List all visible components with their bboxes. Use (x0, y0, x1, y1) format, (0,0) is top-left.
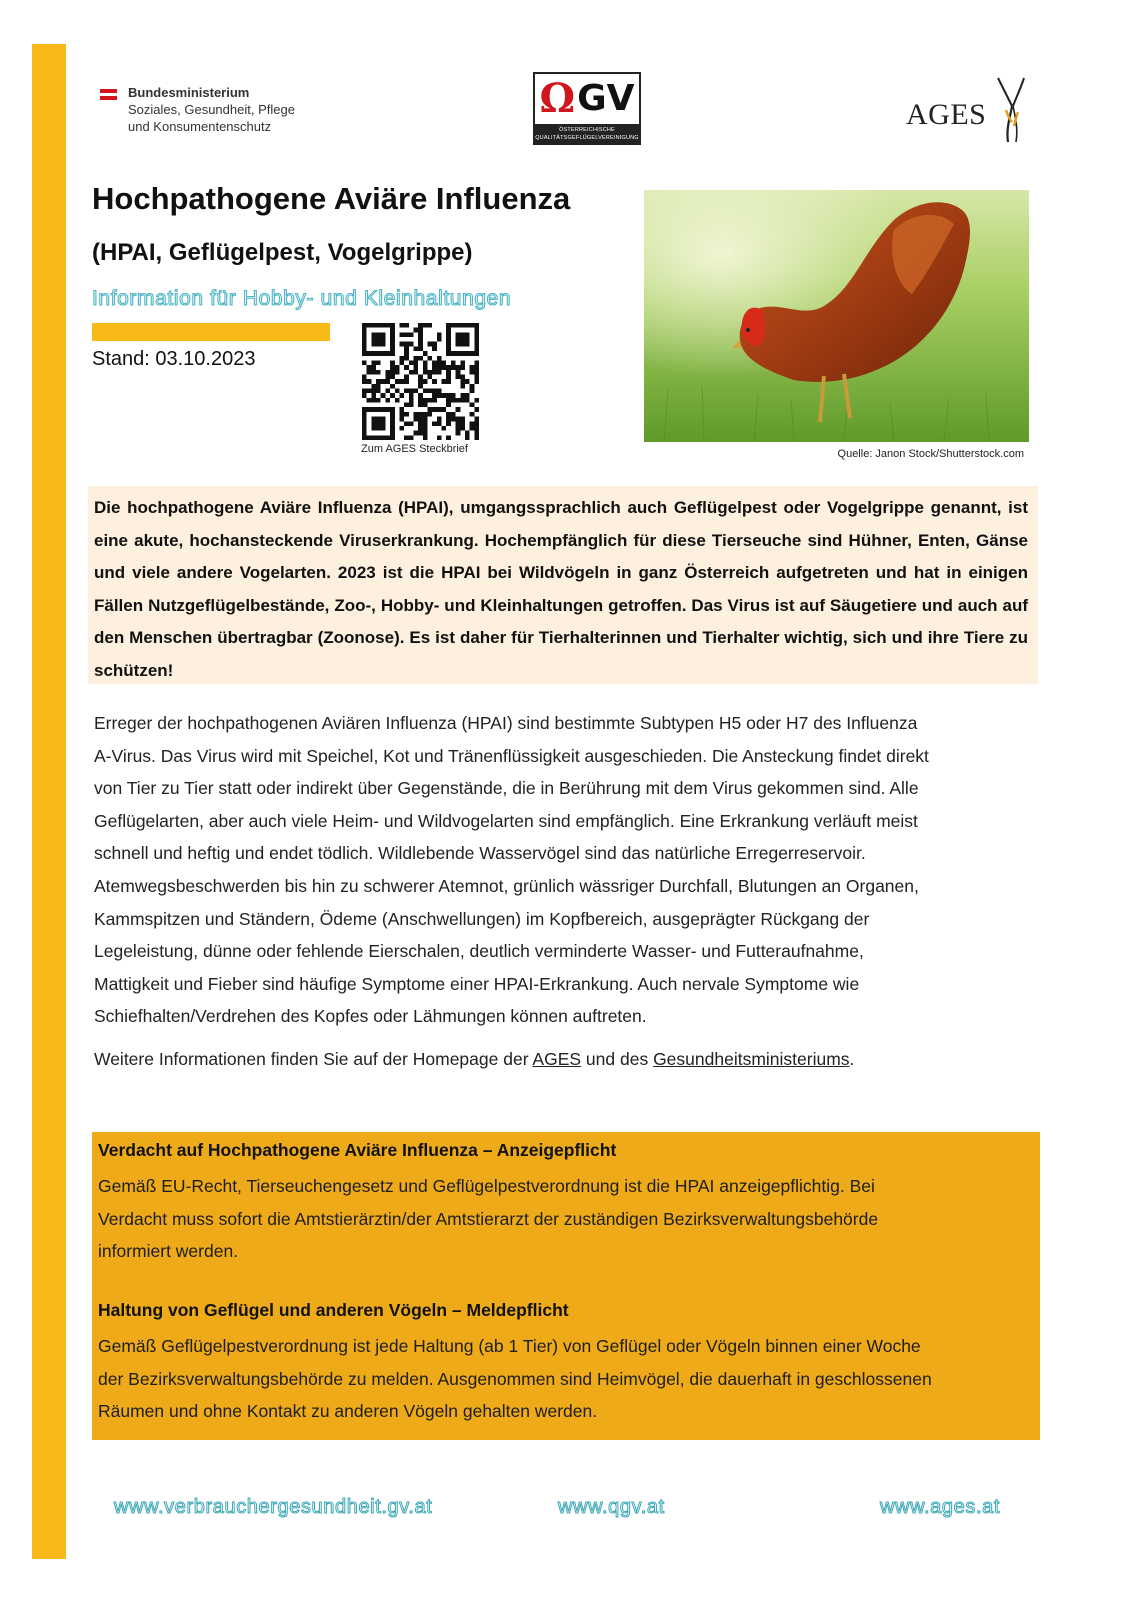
notice-box (92, 1132, 1040, 1440)
notice-line: Räumen und ohne Kontakt zu anderen Vögeln gehalten werden. (98, 1401, 598, 1422)
body-line: Mattigkeit und Fieber sind häufige Symptome einer HPAI-Erkrankung. Auch nervale Symptome wie (94, 973, 860, 994)
qr-code-icon[interactable] (362, 323, 479, 440)
body-line: Erreger der hochpathogenen Aviären Influenza (HPAI) sind bestimmte Subtypen H5 oder H7 des Influenza (94, 713, 918, 733)
footer-link-qgv[interactable]: www.qgv.at (558, 1496, 665, 1518)
ministry-link[interactable]: Gesundheitsministeriums (653, 1049, 850, 1069)
qgv-tagline-line2: QUALITÄTSGEFLÜGELVEREINIGUNG (535, 135, 639, 141)
notice-line: Verdacht muss sofort die Amtstierärztin/der Amtstierarzt der zuständigen Bezirksverwaltungsbehörde (98, 1208, 879, 1229)
notice-line: informiert werden. (98, 1241, 239, 1262)
audience-line: Information für Hobby- und Kleinhaltungen (92, 287, 512, 310)
ministry-name-line1: Bundesministerium (128, 85, 250, 100)
ages-logo (906, 76, 1036, 146)
notice-heading-anzeigepflicht: Verdacht auf Hochpathogene Aviäre Influenza – Anzeigepflicht (98, 1140, 617, 1160)
left-accent-bar (32, 44, 66, 1559)
body-line: Geflügelarten, aber auch viele Heim- und Wildvogelarten sind empfänglich. Eine Erkrankung verläuft meist (94, 810, 918, 831)
page-title: Hochpathogene Aviäre Influenza (92, 181, 571, 216)
more-info-line (94, 1049, 1034, 1070)
qgv-logo-mark: Ω (539, 75, 576, 122)
photo-caption: Quelle: Janon Stock/Shutterstock.com (837, 448, 1024, 460)
body-line: Schiefhalten/Verdrehen des Kopfes oder Lähmungen können auftreten. (94, 1006, 647, 1027)
notice-line: Gemäß EU-Recht, Tierseuchengesetz und Geflügelpestverordnung ist die HPAI anzeigepflichtig. Bei (98, 1176, 875, 1196)
qgv-logo (533, 72, 641, 145)
ages-logo-word: AGES (906, 98, 987, 131)
hen-photo (644, 190, 1029, 442)
title-rule (92, 323, 330, 341)
intro-paragraph: Die hochpathogene Aviäre Influenza (HPAI), umgangssprachlich auch Geflügelpest oder Vogelgrippe genannt, ist eine akute, hochansteckende Viruserkrankung. Hochempfänglich für diese Tierseuche sind Hühner, Enten, Gänse und viele andere Vogelarten. 2023 ist die HPAI bei Wildvögeln in ganz Österreich aufgetreten und hat in einigen Fällen Nutzgeflügelbestände, Zoo-, Hobby- und Kleinhaltungen getroffen. Das Virus ist auf Säugetiere und auch auf den Menschen übertragbar (Zoonose). Es ist daher für Tierhalterinnen und Tierhalter wichtig, sich und ihre Tiere zu schützen! (88, 486, 1038, 684)
page-subtitle: (HPAI, Geflügelpest, Vogelgrippe) (92, 239, 473, 266)
ages-figure-icon (994, 76, 1034, 146)
more-info-prefix: Weitere Informationen finden Sie auf der Homepage der (94, 1049, 533, 1069)
notice-line: der Bezirksverwaltungsbehörde zu melden. Ausgenommen sind Heimvögel, die dauerhaft in geschlossenen (98, 1368, 932, 1389)
footer-link-ages[interactable]: www.ages.at (880, 1496, 1000, 1518)
qgv-tagline-line1: ÖSTERREICHISCHE (559, 127, 615, 133)
austria-flag-icon (100, 89, 117, 100)
footer-link-verbrauchergesundheit[interactable]: www.verbrauchergesundheit.gv.at (114, 1496, 433, 1518)
notice-line: Gemäß Geflügelpestverordnung ist jede Haltung (ab 1 Tier) von Geflügel oder Vögeln binnen einer Woche (98, 1336, 921, 1356)
qr-caption: Zum AGES Steckbrief (361, 443, 468, 455)
body-line: Kammspitzen und Ständern, Ödeme (Anschwellungen) im Kopfbereich, ausgeprägter Rückgang der (94, 908, 870, 929)
notice-text-anzeigepflicht (98, 1170, 1028, 1268)
ages-link[interactable]: AGES (532, 1049, 582, 1069)
body-paragraph (94, 707, 1034, 1033)
stand-date: Stand: 03.10.2023 (92, 348, 256, 370)
ministry-name-line2: Soziales, Gesundheit, Pflege (128, 102, 295, 117)
more-info-middle: und des (581, 1049, 654, 1069)
notice-text-meldepflicht (98, 1330, 1028, 1428)
body-line: schnell und heftig und endet tödlich. Wildlebende Wasservögel sind das natürliche Erregerreservoir. (94, 843, 866, 864)
body-line: von Tier zu Tier statt oder indirekt über Gegenstände, die in Berührung mit dem Virus gekommen sind. Alle (94, 778, 919, 799)
body-line: A-Virus. Das Virus wird mit Speichel, Kot und Tränenflüssigkeit ausgeschieden. Die Ansteckung findet direkt (94, 745, 929, 766)
ministry-name-line3: und Konsumentenschutz (128, 119, 272, 134)
qgv-logo-letters: GV (577, 78, 635, 119)
notice-heading-meldepflicht: Haltung von Geflügel und anderen Vögeln – Meldepflicht (98, 1300, 569, 1320)
more-info-suffix: . (849, 1049, 855, 1069)
body-line: Atemwegsbeschwerden bis hin zu schwerer Atemnot, grünlich wässriger Durchfall, Blutungen an Organen, (94, 875, 919, 896)
body-line: Legeleistung, dünne oder fehlende Eierschalen, deutlich verminderte Wasser- und Futteraufnahme, (94, 941, 864, 962)
